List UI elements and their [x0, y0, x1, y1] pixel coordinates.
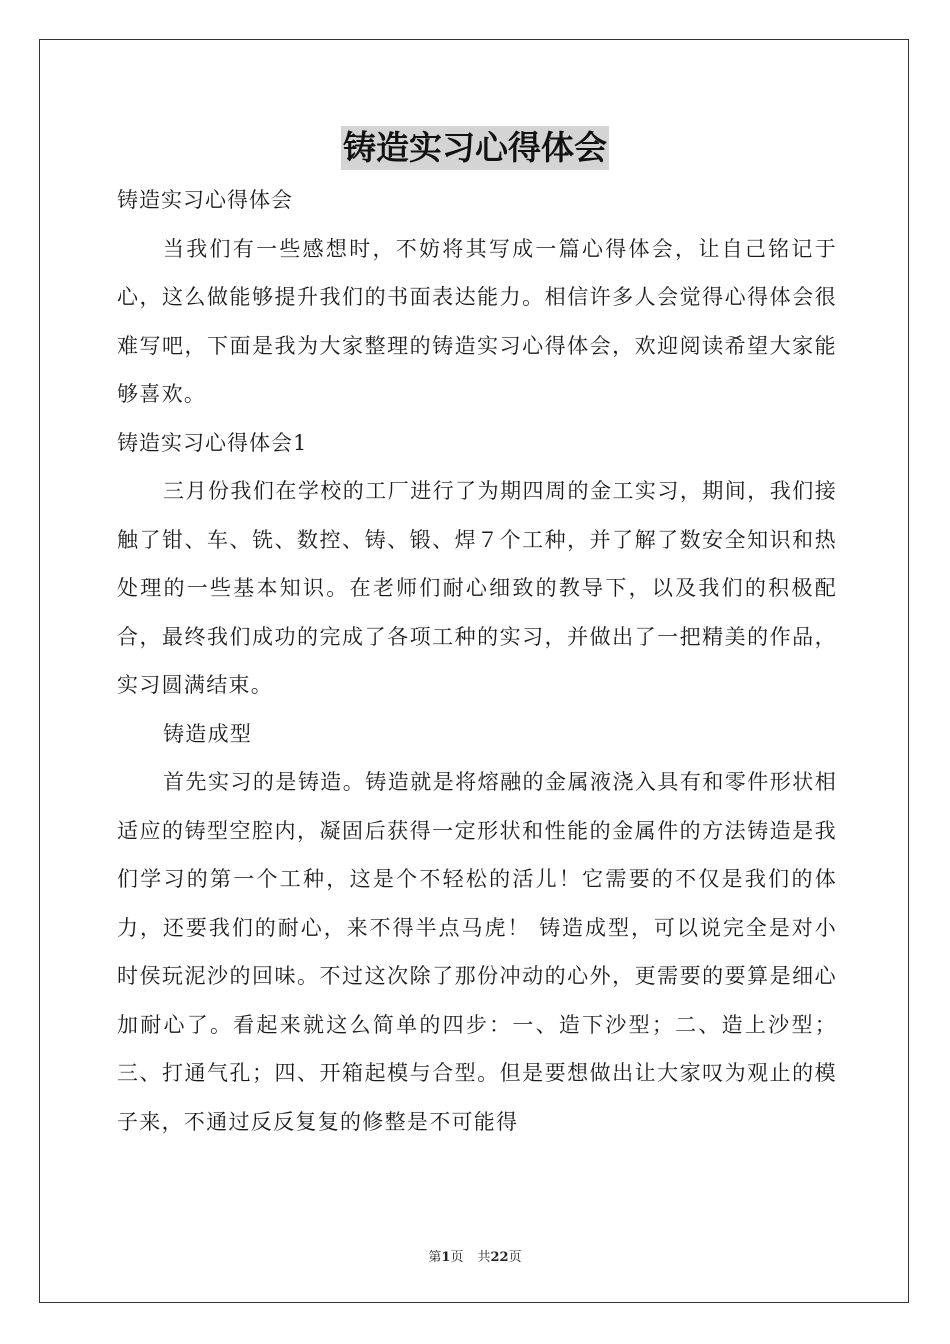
document-title: 铸造实习心得体会 [341, 126, 609, 170]
total-suffix: 页 [508, 1250, 522, 1265]
page-prefix: 第 [428, 1250, 442, 1265]
title-container [0, 126, 950, 170]
body-paragraph-1: 三月份我们在学校的工厂进行了为期四周的金工实习，期间，我们接触了钳、车、铣、数控、铸、锻、焊７个工种，并了解了数安全知识和热处理的一些基本知识。在老师们耐心细致的教导下，以及我们的积极配合，最终我们成功的完成了各项工种的实习，并做出了一把精美的作品，实习圆满结束。 [117, 479, 837, 697]
section-heading-1: 铸造实习心得体会1 [117, 430, 308, 455]
total-prefix: 共 [477, 1250, 491, 1265]
intro-heading: 铸造实习心得体会 [117, 188, 293, 212]
body-paragraph-2: 首先实习的是铸造。铸造就是将熔融的金属液浇入具有和零件形状相适应的铸型空腔内，凝固后获得一定形状和性能的金属件的方法铸造是我们学习的第一个工种，这是个不轻松的活儿！它需要的不仅是我们的体力，还要我们的耐心，来不得半点马虎！ 铸造成型，可以说完全是对小时侯玩泥沙的回味。不过这次除了那份冲动的心外，更需要的要算是细心加耐心了。看起来就这么简单的四步：一、造下沙型；二、造上沙型；三、打通气孔；四、开箱起模与合型。但是要想做出让大家叹为观止的模子来，不通过反反复复的修整是不可能得 [117, 770, 837, 1134]
total-page-number: 22 [490, 1250, 509, 1265]
current-page-number: 1 [441, 1250, 451, 1265]
document-body [117, 176, 837, 1146]
page-suffix: 页 [450, 1250, 464, 1265]
page-footer [0, 1246, 950, 1265]
intro-paragraph: 当我们有一些感想时，不妨将其写成一篇心得体会，让自己铭记于心，这么做能够提升我们的书面表达能力。相信许多人会觉得心得体会很难写吧，下面是我为大家整理的铸造实习心得体会，欢迎阅读希望大家能够喜欢。 [117, 236, 837, 406]
casting-subheading: 铸造成型 [163, 721, 253, 746]
